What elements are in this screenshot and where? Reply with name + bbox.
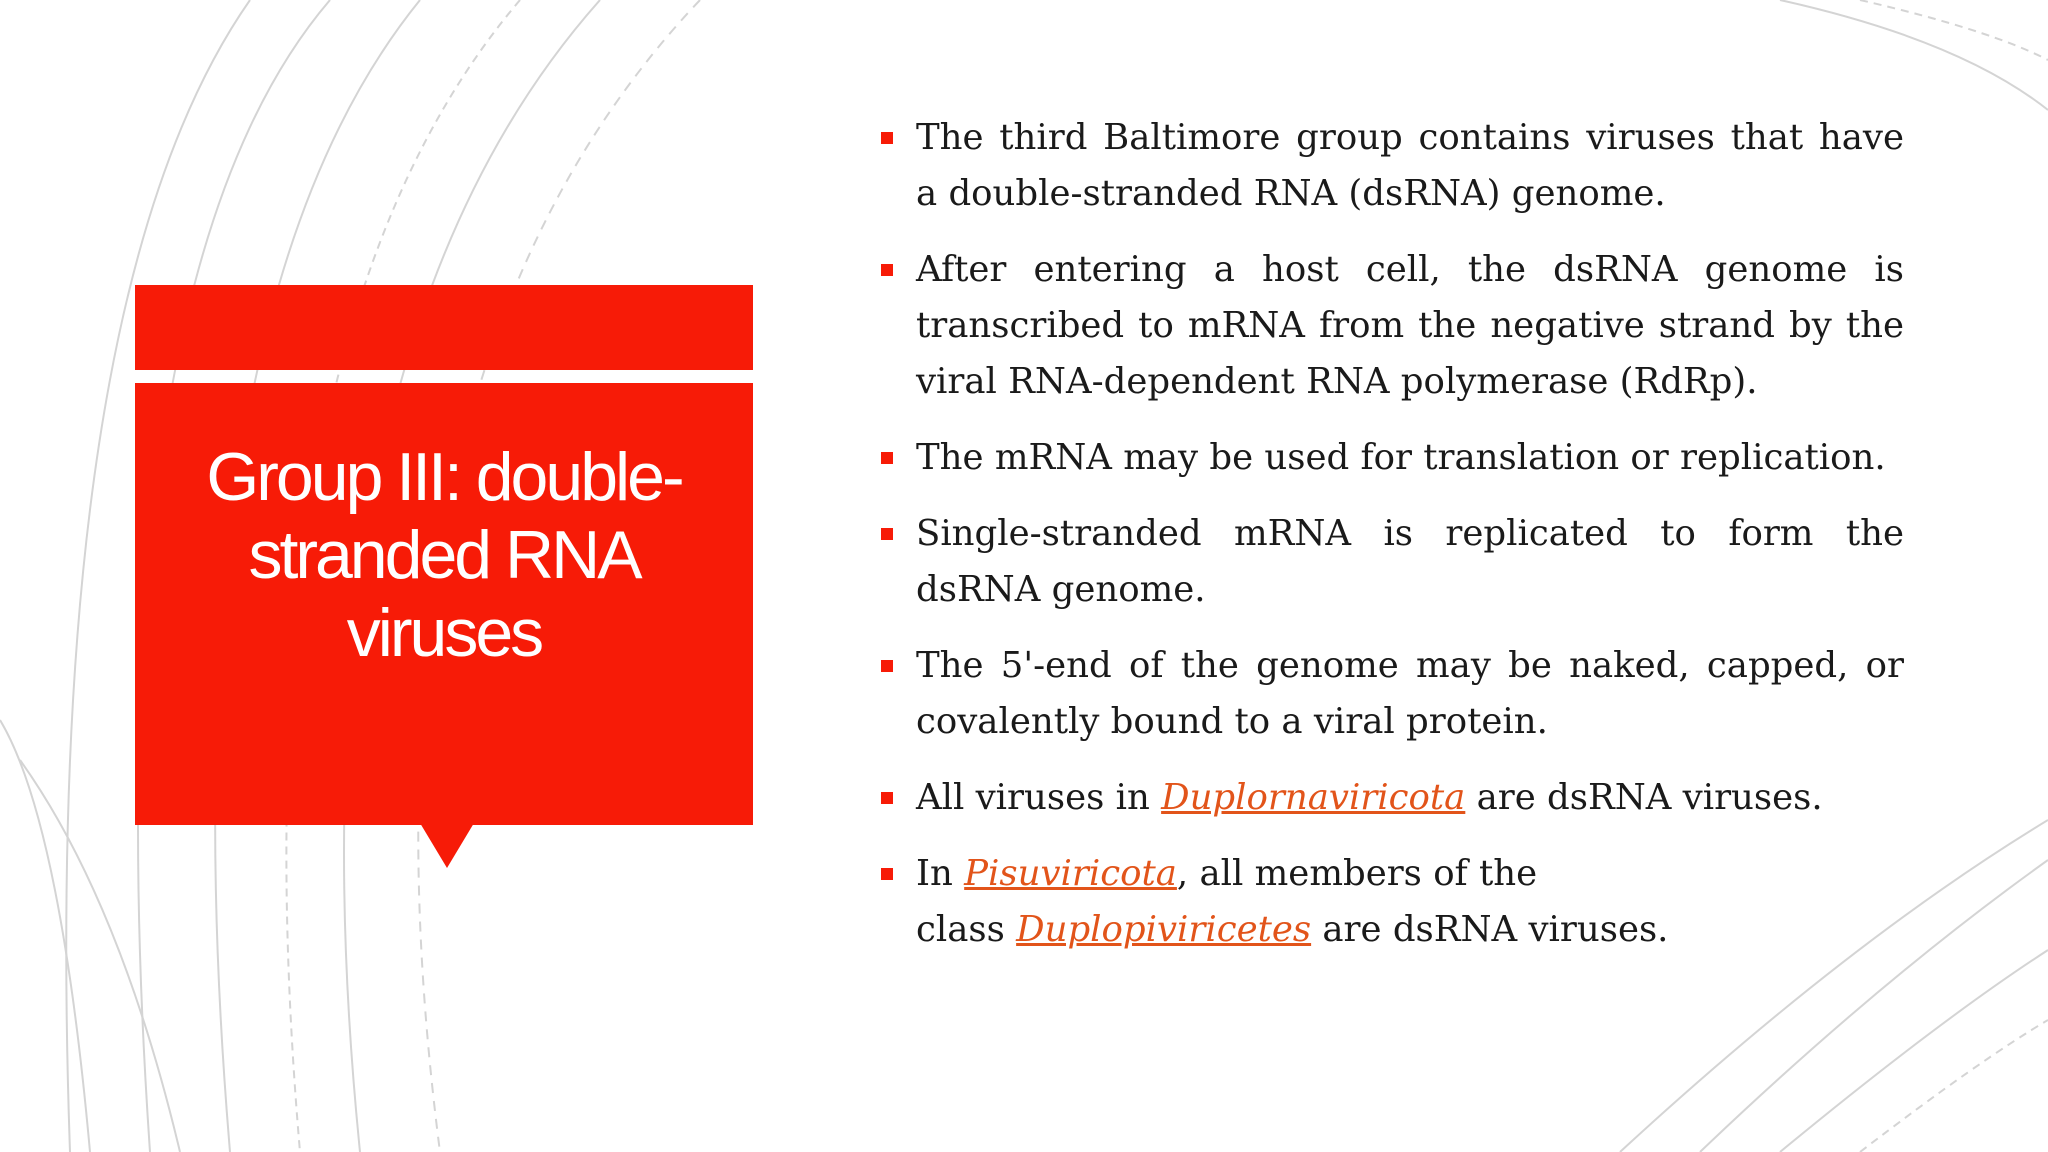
bullet-text-after: are dsRNA viruses. — [1311, 909, 1669, 950]
bullet-text-after: are dsRNA viruses. — [1465, 777, 1823, 818]
bullet-item — [878, 110, 1904, 222]
slide-title-line-3: viruses — [346, 595, 542, 671]
slide-title-line-2: stranded RNA — [248, 517, 640, 593]
bullet-text-before: All viruses in — [916, 777, 1162, 818]
title-accent-strip — [135, 285, 753, 370]
square-bullet-icon — [881, 264, 893, 276]
bullet-item — [878, 770, 1904, 826]
bullet-item — [878, 506, 1904, 618]
square-bullet-icon — [881, 792, 893, 804]
duplopiviricetes-link[interactable]: Duplopiviricetes — [1016, 909, 1312, 950]
bullet-text-before: In — [916, 853, 965, 894]
bullet-item — [878, 846, 1904, 958]
slide-title-line-1: Group III: double- — [206, 439, 682, 515]
square-bullet-icon — [881, 868, 893, 880]
pisuviricota-link[interactable]: Pisuviricota — [964, 853, 1177, 894]
bullet-list — [878, 110, 1904, 978]
bullet-text-middle: , all members of the — [1176, 853, 1538, 894]
title-pointer — [420, 823, 474, 868]
bullet-item — [878, 638, 1904, 750]
square-bullet-icon — [881, 528, 893, 540]
bullet-text: After entering a host cell, the dsRNA genome is transcribed to mRNA from the negative strand by the viral RNA-dependent RNA polymerase (RdRp). — [916, 249, 1904, 402]
square-bullet-icon — [881, 452, 893, 464]
square-bullet-icon — [881, 660, 893, 672]
duplornaviricota-link[interactable]: Duplornaviricota — [1161, 777, 1466, 818]
bullet-item — [878, 430, 1904, 486]
bullet-text: Single-stranded mRNA is replicated to form the dsRNA genome. — [916, 513, 1904, 610]
bullet-text: The third Baltimore group contains viruses that have a double-stranded RNA (dsRNA) genome. — [916, 117, 1904, 214]
slide-title — [135, 438, 753, 672]
bullet-text: The mRNA may be used for translation or replication. — [916, 437, 1886, 478]
bullet-text-middle-2: class — [916, 909, 1017, 950]
bullet-item — [878, 242, 1904, 410]
bullet-text: The 5'-end of the genome may be naked, capped, or covalently bound to a viral protein. — [916, 645, 1904, 742]
square-bullet-icon — [881, 132, 893, 144]
